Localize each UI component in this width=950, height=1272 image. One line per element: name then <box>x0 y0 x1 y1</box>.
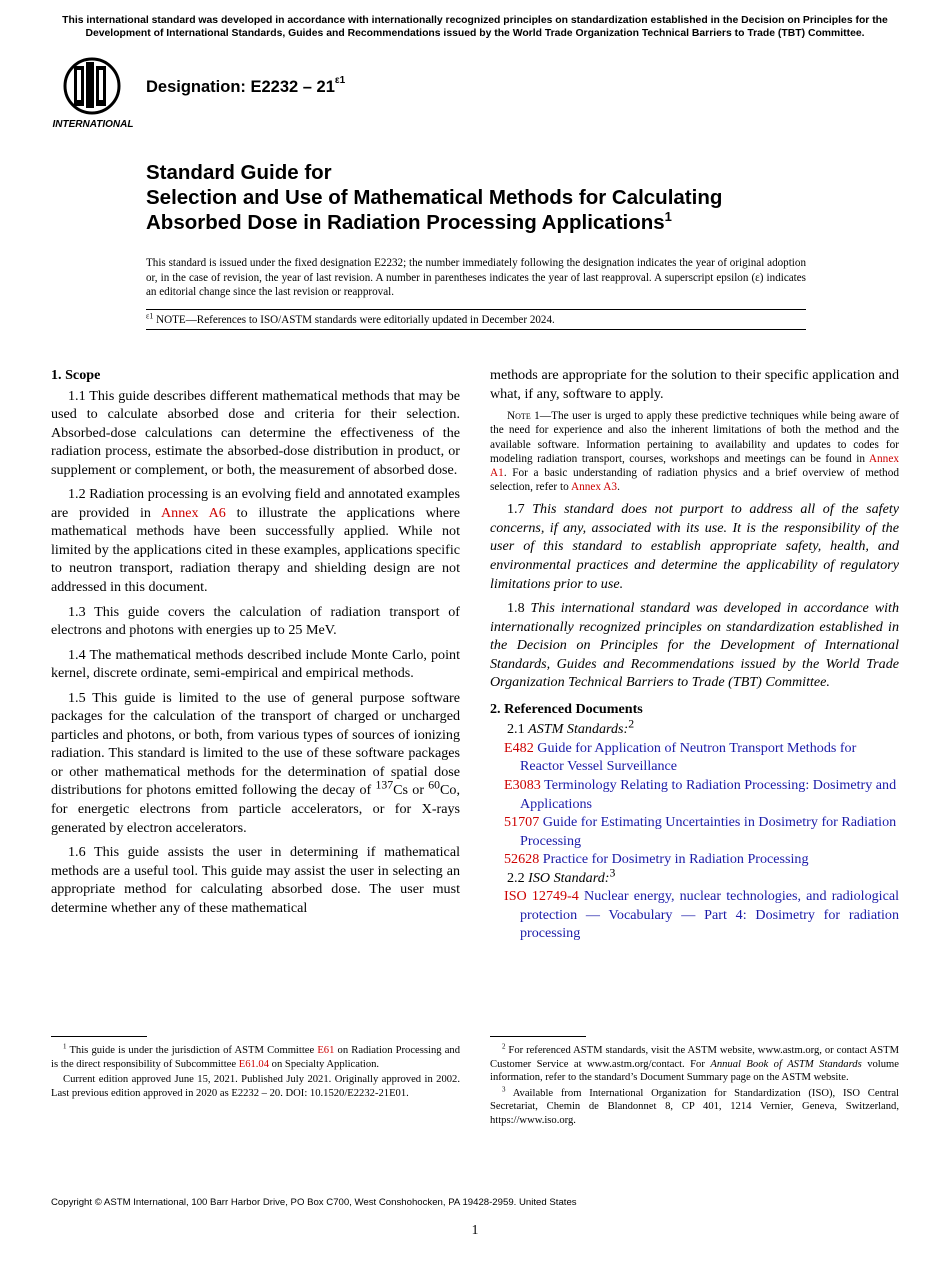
footnote-1: $^1$ This guide is under the jurisdiction of ASTM Committee E61 on Radiation Processing and is the direct responsibility of Subcommittee E61.04 on Specialty Application. Current edition approved June 15, 2021. Published July 2021. Originally approved in 2002. Last previous edition approved in 2020 as E2232 – 20. DOI: 10.1520/E2232-21E01. <box>51 1042 460 1099</box>
para-1-1: 1.1 This guide describes different mathematical methods that may be used to calculate absorbed dose and criteria for their selection. Absorbed-dose calculations can determine the effectiveness of the radiation process, estimate the absorbed-dose distribution in product, or supplement or complement, or both, the measurement of absorbed dose. <box>51 387 460 478</box>
footnote-2-3: $^2$ For referenced ASTM standards, visit the ASTM website, www.astm.org, or contact ASTM Customer Service at www.astm.org/contact. For Annual Book of ASTM Standards volume information, refer to the standard’s Document Summary page on the ASTM website. $^3$ Available from International Organization for Standardization (ISO), ISO Central Secretariat, Chemin de Blandonnet 8, CP 401, 1214 Vernier, Geneva, Switzerland, https://www.iso.org. <box>490 1042 899 1126</box>
para-1-2: 1.2 Radiation processing is an evolving field and annotated examples are provided in Annex A6 to illustrate the applications where mathematical methods have been successfully applied. While not limited by the applications cited in these examples, applications specific to neutron transport, radiation therapy and shielding design are not addressed in this document. <box>51 486 461 596</box>
ref-item[interactable]: 52628 Practice for Dosimetry in Radiation Processing <box>504 851 809 868</box>
ref-item[interactable]: ISO 12749-4 Nuclear energy, nuclear technologies, and radiological protection — Vocabulary — Part 4: Dosimetry for radiation processing <box>504 888 899 942</box>
footnote-rule <box>490 1036 586 1037</box>
para-1-4: 1.4 The mathematical methods described include Monte Carlo, point kernel, discrete ordinate, semi-empirical and empirical methods. <box>51 646 460 682</box>
page-title: Standard Guide for Selection and Use of Mathematical Methods for Calculating Absorbed Dose in Radiation Processing Applications$^1$ <box>146 161 723 234</box>
designation: Designation: $E2232 - 21^{\varepsilon 1}$ <box>146 74 346 96</box>
para-1-6: 1.6 This guide assists the user in determining if mathematical methods are a useful tool. This guide may assist the user in selecting an appropriate method for calculating absorbed dose. The user must determine whether any of these mathematical <box>51 844 460 916</box>
astm-logo <box>52 56 134 130</box>
e61-04-link[interactable]: E61.04 <box>238 1058 270 1070</box>
editorial-note: $^{\varepsilon 1}$ NOTE—References to ISO/ASTM standards were editorially updated in December 2024. <box>146 311 555 326</box>
ref-item[interactable]: E3083 Terminology Relating to Radiation Processing: Dosimetry and Applications <box>504 776 897 812</box>
page-number: 1 <box>471 1222 479 1237</box>
note-1: Note 1—The user is urged to apply these predictive techniques while being aware of the need for experience and also the inherent limitations of both the method and the available software. Information pertaining to availability and updates to codes for modeling radiation transport, courses, workshops and meetings can be found in Annex A1. For a basic understanding of radiation physics and a brief overview of method selection, refer to Annex A3. <box>490 410 899 494</box>
section-heading-referenced: 2. Referenced Documents <box>490 700 643 717</box>
annex-a3-link[interactable]: Annex A3 <box>570 481 618 494</box>
astm-standards-subheading: 2.1 ASTM Standards:$^2$ <box>507 717 635 738</box>
para-1-6-continued: methods are appropriate for the solution to their specific application and what, if any, software to apply. <box>490 367 899 402</box>
standard-paragraph: This standard is issued under the fixed designation E2232; the number immediately following the designation indicates the year of original adoption or, in the case of revision, the year of last revision. A number in parentheses indicates the year of last reapproval. A superscript epsilon (ε) indicates an editorial change since the last revision or reapproval. <box>146 257 806 299</box>
para-1-3: 1.3 This guide covers the calculation of radiation transport of electrons and photons with energies up to 25 MeV. <box>51 603 460 639</box>
iso-standard-subheading: 2.2 ISO Standard:$^3$ <box>507 866 616 886</box>
divider <box>146 329 806 330</box>
copyright: Copyright © ASTM International, 100 Barr Harbor Drive, PO Box C700, West Conshohocken, PA 19428-2959. United States <box>51 1197 577 1208</box>
divider <box>146 309 806 310</box>
footnote-rule <box>51 1036 147 1037</box>
left-column <box>51 366 460 923</box>
para-1-5: 1.5 This guide is limited to the use of general purpose software packages for the calculation of the transport of charged or uncharged particles and photons, or both, from various types of sources of ionizing radiation. This standard is limited to the use of these software packages or other mathematical methods for the determination of spatial dose distributions for photons emitted following the decay of $^{137}$Cs or $^{60}$Co, for energetic electrons from particle accelerators, or for X-rays generated by electron accelerators. <box>51 689 460 836</box>
para-1-8: 1.8 This international standard was developed in accordance with internationally recognized principles on standardization established in the Decision on Principles for the Development of International Standards, Guides and Recommendations issued by the World Trade Organization Technical Barriers to Trade (TBT) Committee. <box>490 600 899 691</box>
e61-link[interactable]: E61 <box>317 1045 335 1056</box>
logo-name: INTERNATIONAL <box>52 119 134 130</box>
right-column <box>490 366 899 943</box>
ref-item[interactable]: 51707 Guide for Estimating Uncertainties in Dosimetry for Radiation Processing <box>504 814 897 849</box>
top-notice: This international standard was developed in accordance with internationally recognized principles on standardization established in the Decision on Principles for the Development of International Standards, Guides and Recommendations issued by the World Trade Organization Technical Barriers to Trade (TBT) Committee. <box>62 15 888 39</box>
section-heading-scope: 1. Scope <box>51 367 101 383</box>
annex-a1-link[interactable]: Annex A1 <box>490 452 899 479</box>
para-1-7: 1.7 This standard does not purport to address all of the safety concerns, if any, associated with its use. It is the responsibility of the user of this standard to establish appropriate safety, health, and environmental practices and determine the applicability of regulatory limitations prior to use. <box>490 501 899 592</box>
annex-a6-link[interactable]: Annex A6 <box>160 504 226 521</box>
ref-item[interactable]: E482 Guide for Application of Neutron Transport Methods for Reactor Vessel Surveillance <box>504 739 857 775</box>
